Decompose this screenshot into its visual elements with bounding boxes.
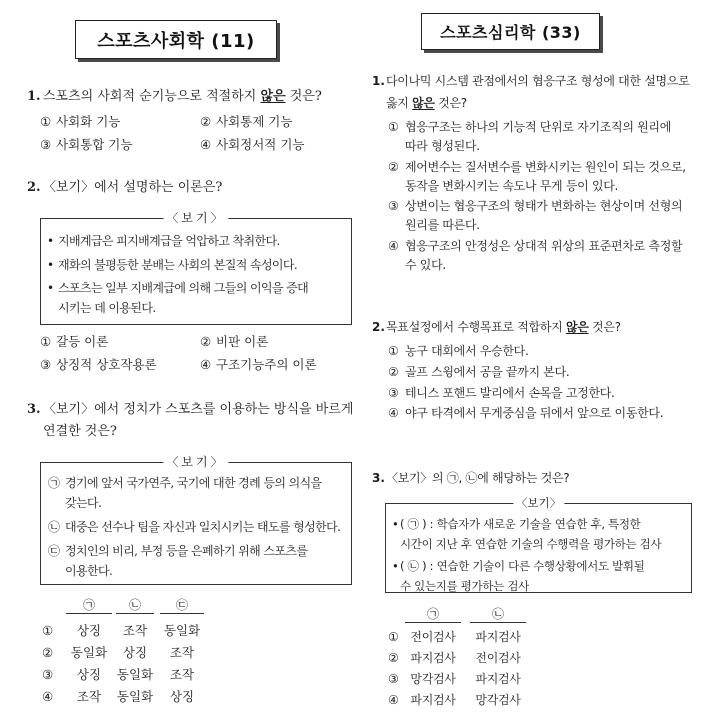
option-text: 갈등 이론	[56, 334, 109, 349]
q1-option-4	[200, 136, 305, 154]
example-item-line: 재화의 불평등한 분배는 사회의 본질적 속성이다.	[58, 258, 298, 272]
question-text-line	[386, 92, 689, 114]
option-number: ①	[388, 630, 399, 644]
bullet-mark: •	[47, 258, 55, 272]
option-text-line: 협응구조의 안정성은 상대적 위상의 표준편차로 측정할	[405, 239, 683, 253]
table-cell: 동일화	[116, 689, 154, 704]
question-text: 〈보기〉의 ㉠, ㉡에 해당하는 것은?	[386, 471, 570, 485]
question-text-line: 다이나믹 시스템 관점에서의 협응구조 형성에 대한 설명으로	[386, 74, 690, 88]
table-cell: 전이검사	[410, 630, 456, 644]
example-item-b	[48, 517, 340, 537]
option-text: 농구 대회에서 우승한다.	[405, 344, 529, 358]
question-text-line: 연결한 것은?	[43, 424, 117, 439]
option-number: ①	[40, 114, 52, 129]
example-item-a	[48, 473, 322, 513]
example-box-title: 〈보기〉	[513, 495, 564, 511]
section-title: 스포츠심리학 (33)	[440, 23, 581, 42]
example-item-line: 수 있는지를 평가하는 검사	[400, 579, 529, 593]
question-3	[27, 399, 353, 443]
question-2	[27, 179, 222, 197]
bullet-mark: •	[392, 559, 399, 573]
table-cell: 상징	[169, 689, 195, 704]
option-number: ④	[42, 689, 54, 704]
question-text-end: 것은?	[588, 320, 621, 334]
table-header-cell: ㉠	[405, 607, 461, 623]
table-cell: 조작	[122, 623, 148, 638]
example-box	[40, 211, 352, 325]
bullet-mark: •	[47, 234, 55, 248]
example-item-3	[47, 278, 308, 318]
question-number: 1.	[27, 89, 41, 104]
q2-option-2	[388, 363, 569, 382]
option-number: ②	[388, 160, 399, 174]
example-item-b	[392, 556, 645, 596]
example-box-title: 〈보기〉	[163, 454, 228, 470]
table-header-cell: ㉠	[66, 598, 112, 614]
question-1	[372, 70, 689, 114]
table-header-cell: ㉡	[470, 607, 526, 623]
table-cell: 동일화	[70, 645, 108, 660]
example-item-line: ( ㉠ ) : 학습자가 새로운 기술을 연습한 후, 특정한	[400, 517, 641, 531]
option-number: ③	[388, 199, 399, 213]
q1-option-2	[200, 113, 292, 131]
section-title: 스포츠사회학 (11)	[97, 30, 255, 52]
q2-option-3	[40, 356, 157, 374]
table-cell: 상징	[76, 623, 102, 638]
example-item-line: 대중은 선수나 팀을 자신과 일치시키는 태도를 형성한다.	[65, 520, 341, 534]
option-number: ④	[200, 357, 212, 372]
question-2	[372, 318, 621, 336]
question-emphasis: 않은	[565, 320, 589, 334]
option-number: ②	[42, 645, 54, 660]
q2-option-2	[200, 333, 268, 351]
question-text-line: 〈보기〉에서 정치가 스포츠를 이용하는 방식을 바르게	[43, 402, 354, 417]
option-text: 구조기능주의 이론	[216, 357, 317, 372]
option-number: ①	[42, 623, 54, 638]
question-3	[372, 469, 569, 487]
example-item-1	[47, 231, 280, 251]
q2-option-1	[388, 342, 528, 361]
table-header-cell: ㉡	[116, 598, 154, 614]
bullet-mark: •	[392, 517, 399, 531]
section-title-box	[75, 20, 277, 59]
q1-option-2	[388, 158, 686, 196]
option-text: 사회정서적 기능	[216, 137, 305, 152]
example-item-line: 시간이 지난 후 연습한 기술의 수행력을 평가하는 검사	[400, 537, 662, 551]
table-cell: 조작	[169, 645, 195, 660]
example-box	[40, 455, 352, 585]
q1-option-3	[388, 197, 682, 235]
option-number: ④	[388, 693, 399, 707]
example-item-2	[47, 255, 297, 275]
example-item-line: 이용한다.	[65, 564, 113, 578]
option-number: ③	[40, 137, 52, 152]
question-text-end: 것은?	[434, 96, 467, 110]
table-cell: 망각검사	[410, 672, 456, 686]
option-number: ④	[388, 406, 399, 420]
option-number: ①	[40, 334, 52, 349]
option-text: 상징적 상호작용론	[56, 357, 157, 372]
option-text: 사회통합 기능	[56, 137, 133, 152]
q1-option-4	[388, 237, 682, 275]
example-item-line: 스포츠는 일부 지배계급에 의해 그들의 이익을 증대	[58, 281, 309, 295]
q1-option-1	[40, 113, 120, 131]
section-title-box	[421, 13, 600, 50]
q2-option-1	[40, 333, 108, 351]
option-text: 골프 스윙에서 공을 끝까지 본다.	[405, 365, 570, 379]
table-cell: 조작	[169, 667, 195, 682]
circled-letter-mark: ㉡	[48, 520, 61, 534]
question-emphasis: 않은	[260, 89, 286, 104]
question-number: 2.	[27, 180, 41, 195]
table-cell: 망각검사	[475, 693, 521, 707]
example-item-line: 시키는 데 이용된다.	[58, 301, 156, 315]
option-text: 테니스 포핸드 발리에서 손목을 고정한다.	[405, 386, 615, 400]
option-text-line: 제어변수는 질서변수를 변화시키는 원인이 되는 것으로,	[405, 160, 686, 174]
example-item-a	[392, 514, 661, 554]
question-1	[27, 88, 322, 106]
question-text-end: 것은?	[285, 89, 322, 104]
example-item-line: 경기에 앞서 국가연주, 국기에 대한 경례 등의 의식을	[65, 476, 322, 490]
question-text: 스포츠의 사회적 순기능으로 적절하지	[43, 89, 261, 104]
question-number: 3.	[372, 471, 385, 485]
option-number: ②	[388, 651, 399, 665]
option-text-line: 원리를 따른다.	[405, 218, 480, 232]
question-text: 〈보기〉에서 설명하는 이론은?	[43, 180, 223, 195]
question-number: 1.	[372, 74, 385, 88]
table-cell: 파지검사	[410, 651, 456, 665]
option-number: ①	[388, 120, 399, 134]
q1-option-1	[388, 118, 671, 156]
question-emphasis: 않은	[412, 96, 435, 110]
question-text: 옳지	[386, 96, 413, 110]
table-cell: 파지검사	[475, 630, 521, 644]
option-text: 야구 타격에서 무게중심을 뒤에서 앞으로 이동한다.	[405, 406, 664, 420]
option-number: ③	[388, 386, 399, 400]
option-number: ②	[200, 114, 212, 129]
option-text: 사회통제 기능	[216, 114, 293, 129]
option-text: 비판 이론	[216, 334, 269, 349]
option-text-line: 수 있다.	[405, 258, 446, 272]
q2-option-4	[388, 404, 663, 423]
table-cell: 전이검사	[475, 651, 521, 665]
option-text-line: 따라 형성된다.	[405, 139, 480, 153]
example-item-line: 정치인의 비리, 부정 등을 은폐하기 위해 스포츠를	[65, 544, 308, 558]
option-number: ③	[40, 357, 52, 372]
option-number: ④	[388, 239, 399, 253]
table-cell: 파지검사	[410, 693, 456, 707]
bullet-mark: •	[47, 281, 55, 295]
example-item-line: 갖는다.	[65, 496, 102, 510]
circled-letter-mark: ㉢	[48, 544, 61, 558]
table-cell: 상징	[76, 667, 102, 682]
option-text-line: 상변이는 협응구조의 형태가 변화하는 현상이며 선형의	[405, 199, 683, 213]
option-number: ②	[388, 365, 399, 379]
question-text: 목표설정에서 수행목표로 적합하지	[386, 320, 566, 334]
table-cell: 파지검사	[475, 672, 521, 686]
example-item-line: 지배계급은 피지배계급을 억압하고 착취한다.	[58, 234, 280, 248]
option-text-line: 협응구조는 하나의 기능적 단위로 자기조직의 원리에	[405, 120, 671, 134]
example-item-line: ( ㉡ ) : 연습한 기술이 다른 수행상황에서도 발휘될	[400, 559, 645, 573]
q2-option-3	[388, 384, 615, 403]
option-number: ③	[42, 667, 54, 682]
option-number: ④	[200, 137, 212, 152]
table-cell: 조작	[76, 689, 102, 704]
option-text: 사회화 기능	[56, 114, 121, 129]
table-header-cell: ㉢	[160, 598, 204, 614]
table-cell: 동일화	[163, 623, 201, 638]
option-number: ①	[388, 344, 399, 358]
option-number: ②	[200, 334, 212, 349]
example-box-title: 〈보기〉	[163, 210, 228, 226]
example-item-c	[48, 541, 307, 581]
option-number: ③	[388, 672, 399, 686]
q1-option-3	[40, 136, 132, 154]
question-number: 3.	[27, 402, 41, 417]
circled-letter-mark: ㉠	[48, 476, 61, 490]
table-cell: 동일화	[116, 667, 154, 682]
option-text-line: 동작을 변화시키는 속도나 무게 등이 있다.	[405, 179, 619, 193]
table-cell: 상징	[122, 645, 148, 660]
example-box	[385, 496, 692, 593]
q2-option-4	[200, 356, 317, 374]
question-number: 2.	[372, 320, 385, 334]
